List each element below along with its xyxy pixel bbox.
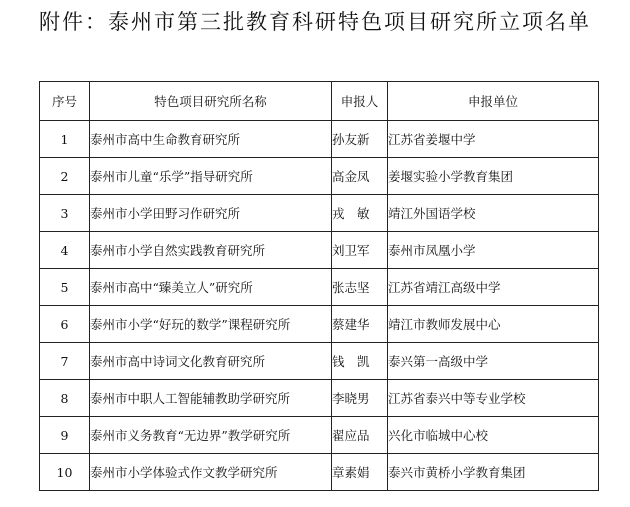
row-applicant-unit: 江苏省靖江高级中学 (388, 269, 599, 306)
row-applicant: 翟应品 (332, 417, 388, 454)
row-applicant-unit: 靖江市教师发展中心 (388, 306, 599, 343)
table-row (40, 269, 599, 306)
row-serial-number: 2 (40, 158, 90, 195)
row-applicant: 钱 凯 (332, 343, 388, 380)
row-applicant: 章素娟 (332, 454, 388, 491)
row-institute-name: 泰州市儿童“乐学”指导研究所 (90, 158, 332, 195)
row-institute-name: 泰州市小学体验式作文教学研究所 (90, 454, 332, 491)
row-applicant-unit: 姜堰实验小学教育集团 (388, 158, 599, 195)
table-header (40, 82, 599, 121)
row-institute-name: 泰州市小学“好玩的数学”课程研究所 (90, 306, 332, 343)
table-row (40, 306, 599, 343)
table-row (40, 232, 599, 269)
table-row (40, 158, 599, 195)
row-applicant: 张志坚 (332, 269, 388, 306)
document-title: 附件：泰州市第三批教育科研特色项目研究所立项名单 (39, 10, 591, 34)
row-institute-name: 泰州市高中生命教育研究所 (90, 121, 332, 158)
row-serial-number: 4 (40, 232, 90, 269)
row-serial-number: 3 (40, 195, 90, 232)
header-serial-number: 序号 (40, 82, 90, 121)
row-applicant-unit: 靖江外国语学校 (388, 195, 599, 232)
header-applicant: 申报人 (332, 82, 388, 121)
table-row (40, 121, 599, 158)
row-applicant-unit: 江苏省姜堰中学 (388, 121, 599, 158)
row-applicant-unit: 泰兴市黄桥小学教育集团 (388, 454, 599, 491)
row-applicant-unit: 兴化市临城中心校 (388, 417, 599, 454)
row-serial-number: 7 (40, 343, 90, 380)
row-applicant: 高金凤 (332, 158, 388, 195)
row-institute-name: 泰州市高中诗词文化教育研究所 (90, 343, 332, 380)
table-row (40, 417, 599, 454)
row-serial-number: 6 (40, 306, 90, 343)
row-serial-number: 10 (40, 454, 90, 491)
row-applicant: 戎 敏 (332, 195, 388, 232)
row-institute-name: 泰州市义务教育“无边界”教学研究所 (90, 417, 332, 454)
row-applicant: 蔡建华 (332, 306, 388, 343)
row-institute-name: 泰州市高中“臻美立人”研究所 (90, 269, 332, 306)
row-applicant: 李晓男 (332, 380, 388, 417)
header-institute-name: 特色项目研究所名称 (90, 82, 332, 121)
row-applicant: 孙友新 (332, 121, 388, 158)
table-body (40, 121, 599, 491)
row-serial-number: 8 (40, 380, 90, 417)
header-applicant-unit: 申报单位 (388, 82, 599, 121)
table-row (40, 195, 599, 232)
header-row (40, 82, 599, 121)
row-applicant-unit: 江苏省泰兴中等专业学校 (388, 380, 599, 417)
row-serial-number: 1 (40, 121, 90, 158)
row-institute-name: 泰州市小学田野习作研究所 (90, 195, 332, 232)
row-institute-name: 泰州市中职人工智能辅教助学研究所 (90, 380, 332, 417)
row-applicant: 刘卫军 (332, 232, 388, 269)
table-row (40, 380, 599, 417)
project-list-table (39, 81, 599, 491)
row-serial-number: 5 (40, 269, 90, 306)
row-applicant-unit: 泰兴第一高级中学 (388, 343, 599, 380)
row-serial-number: 9 (40, 417, 90, 454)
row-applicant-unit: 泰州市凤凰小学 (388, 232, 599, 269)
row-institute-name: 泰州市小学自然实践教育研究所 (90, 232, 332, 269)
table-row (40, 454, 599, 491)
table-row (40, 343, 599, 380)
